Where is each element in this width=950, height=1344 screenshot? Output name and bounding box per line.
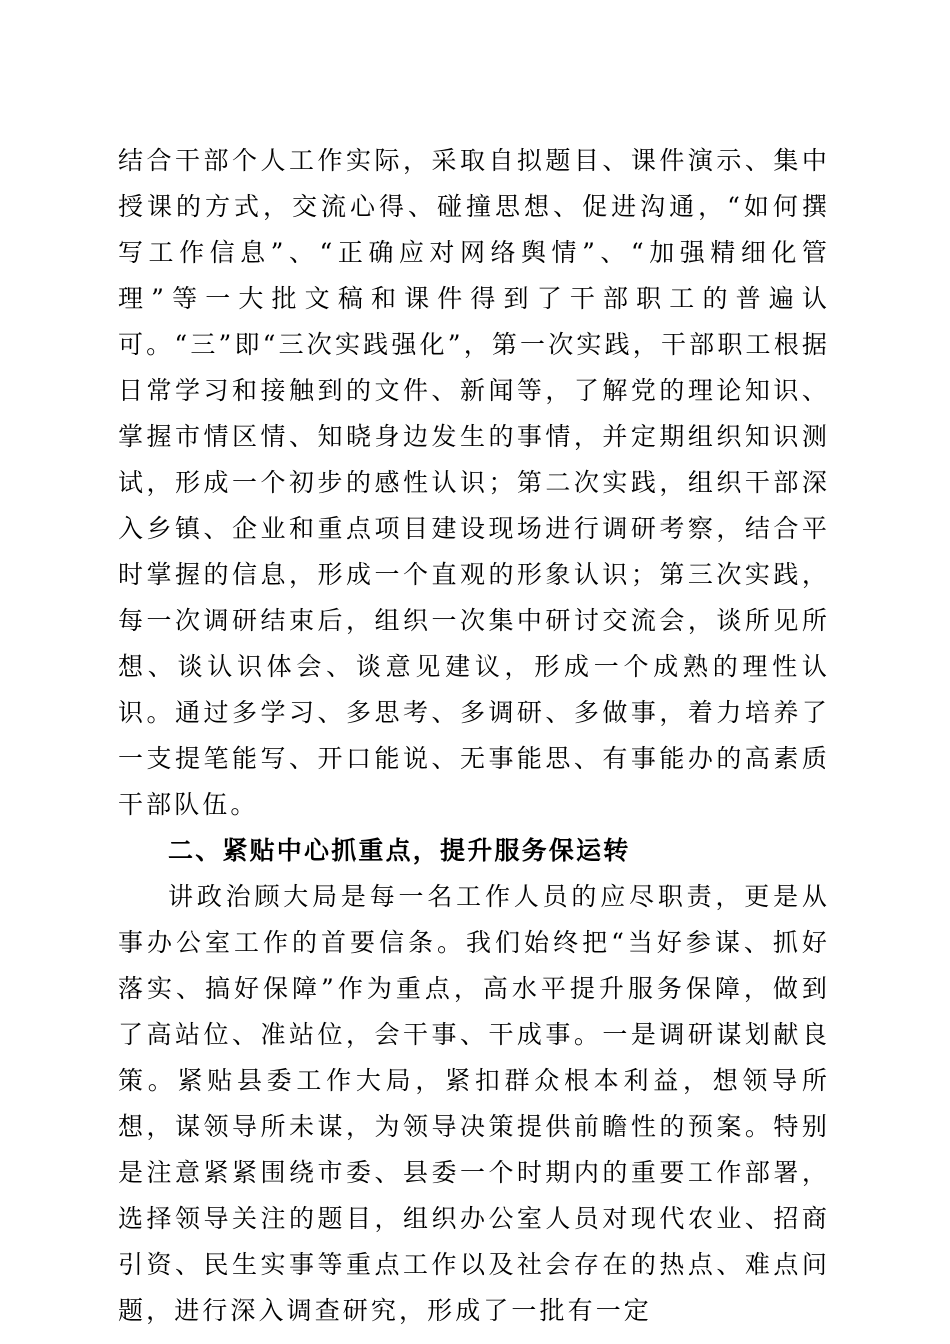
document-body	[118, 138, 830, 1334]
section-heading: 二、紧贴中心抓重点，提升服务保运转	[168, 836, 631, 865]
body-paragraph-continued: 结合干部个人工作实际，采取自拟题目、课件演示、集中授课的方式，交流心得、碰撞思想、促进沟通，“如何撰写工作信息”、“正确应对网络舆情”、“加强精细化管理”等一大批文稿和课件得到了干部职工的普遍认可。“三”即“三次实践强化”，第一次实践，干部职工根据日常学习和接触到的文件、新闻等，了解党的理论知识、掌握市情区情、知晓身边发生的事情，并定期组织知识测试，形成一个初步的感性认识；第二次实践，组织干部深入乡镇、企业和重点项目建设现场进行调研考察，结合平时掌握的信息，形成一个直观的形象认识；第三次实践，每一次调研结束后，组织一次集中研讨交流会，谈所见所想、谈认识体会、谈意见建议，形成一个成熟的理性认识。通过多学习、多思考、多调研、多做事，着力培养了一支提笔能写、开口能说、无事能思、有事能办的高素质干部队伍。	[118, 146, 830, 819]
body-paragraph: 讲政治顾大局是每一名工作人员的应尽职责，更是从事办公室工作的首要信条。我们始终把“当好参谋、抓好落实、搞好保障”作为重点，高水平提升服务保障，做到了高站位、准站位，会干事、干成事。一是调研谋划献良策。紧贴县委工作大局，紧扣群众根本利益，想领导所想，谋领导所未谋，为领导决策提供前瞻性的预案。特别是注意紧紧围绕市委、县委一个时期内的重要工作部署，选择领导关注的题目，组织办公室人员对现代农业、招商引资、民生实事等重点工作以及社会存在的热点、难点问题，进行深入调查研究，形成了一批有一定	[118, 882, 830, 1325]
